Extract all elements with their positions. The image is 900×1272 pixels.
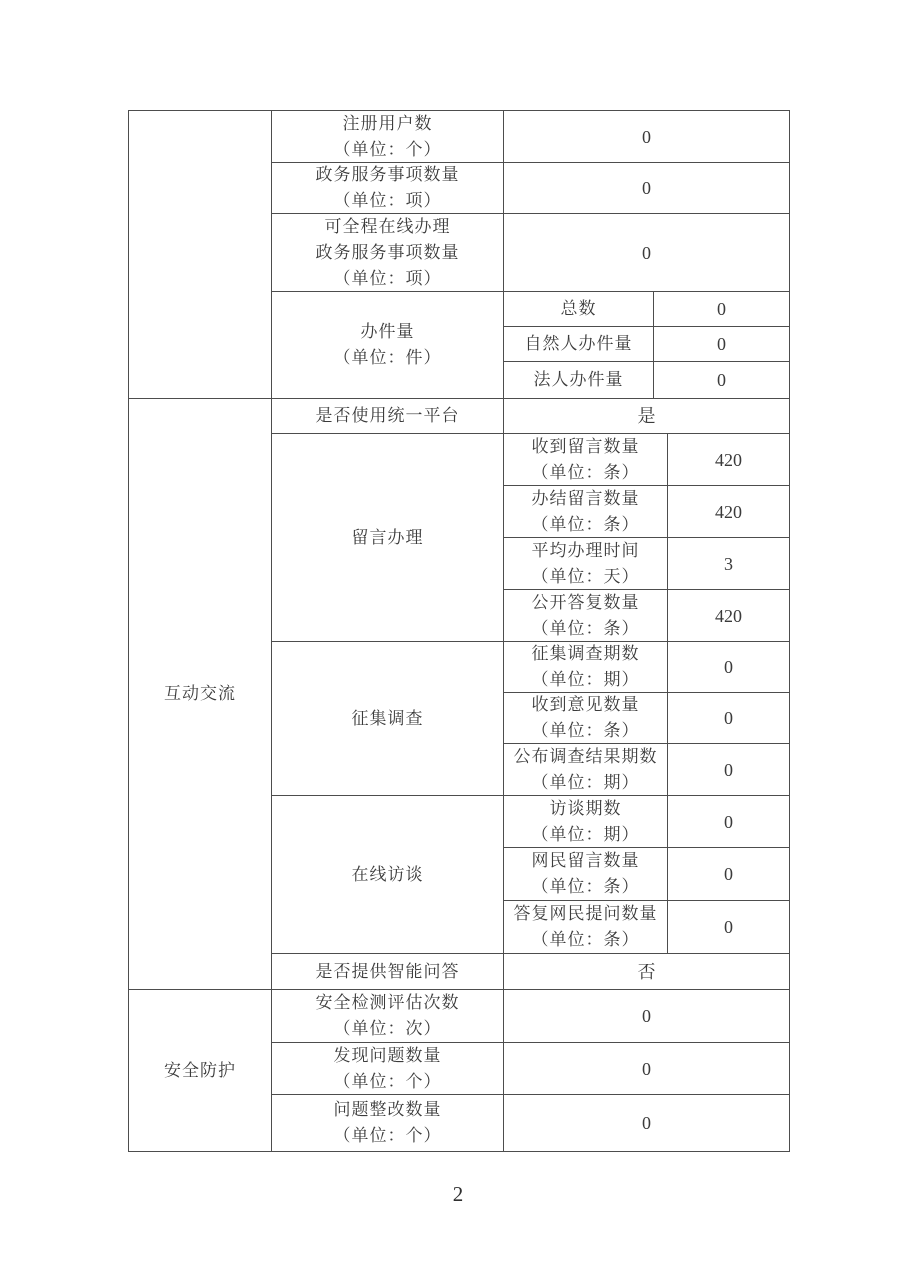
item-label: 征集调查 bbox=[351, 708, 424, 728]
sub-label: （单位：条） bbox=[531, 877, 640, 896]
table-row bbox=[272, 434, 789, 642]
value-text: 0 bbox=[724, 657, 733, 677]
table-section bbox=[129, 399, 789, 990]
value-cell bbox=[668, 538, 789, 589]
sub-rows bbox=[504, 642, 789, 795]
value-text: 0 bbox=[717, 370, 726, 390]
item-label: 是否使用统一平台 bbox=[315, 406, 460, 425]
page-number: 2 bbox=[452, 1182, 464, 1206]
table-row bbox=[272, 642, 789, 796]
sub-label: 征集调查期数 bbox=[531, 644, 640, 663]
value-cell bbox=[668, 434, 789, 485]
value-cell bbox=[668, 848, 789, 900]
value-cell bbox=[654, 362, 789, 398]
item-label: 发现问题数量 bbox=[333, 1045, 442, 1065]
sub-label-cell bbox=[504, 796, 668, 847]
sub-label: 平均办理时间 bbox=[531, 540, 640, 560]
table-row bbox=[272, 954, 789, 989]
sub-label-cell bbox=[504, 744, 668, 796]
item-label-cell bbox=[272, 399, 504, 433]
sub-label: 答复网民提问数量 bbox=[513, 904, 658, 923]
item-label: （单位：次） bbox=[333, 1019, 442, 1038]
item-label: 可全程在线办理 bbox=[324, 216, 451, 236]
sub-label: （单位：条） bbox=[531, 462, 640, 482]
value-text: 0 bbox=[642, 1006, 651, 1026]
item-label: 是否提供智能问答 bbox=[315, 961, 460, 981]
statistics-table bbox=[128, 110, 790, 1152]
sub-label-cell bbox=[504, 434, 668, 485]
item-label-cell bbox=[272, 111, 504, 162]
sub-label: 办结留言数量 bbox=[531, 488, 640, 508]
sub-label-cell bbox=[504, 848, 668, 900]
value-text: 3 bbox=[724, 553, 733, 574]
item-label: 注册用户数 bbox=[342, 113, 433, 133]
item-label: （单位：件） bbox=[333, 348, 442, 367]
value-text: 0 bbox=[717, 299, 726, 319]
table-row bbox=[272, 1043, 789, 1095]
sub-label-cell bbox=[504, 901, 668, 953]
item-label: （单位：个） bbox=[333, 1071, 442, 1091]
value-cell bbox=[504, 214, 789, 291]
value-text: 0 bbox=[724, 811, 733, 832]
table-row bbox=[272, 292, 789, 398]
sub-label-cell bbox=[504, 486, 668, 537]
item-label: 政务服务事项数量 bbox=[315, 165, 460, 184]
value-text: 420 bbox=[715, 501, 742, 522]
sub-row bbox=[504, 362, 789, 398]
sub-row bbox=[504, 590, 789, 642]
item-label-cell bbox=[272, 1095, 504, 1151]
sub-rows bbox=[504, 434, 789, 641]
table-row bbox=[272, 214, 789, 292]
sub-row bbox=[504, 848, 789, 901]
value-cell bbox=[654, 292, 789, 326]
table-row bbox=[272, 111, 789, 163]
item-label-cell bbox=[272, 1043, 504, 1094]
value-text: 否 bbox=[637, 961, 656, 982]
sub-row bbox=[504, 538, 789, 590]
sub-label-cell bbox=[504, 538, 668, 589]
value-text: 是 bbox=[637, 406, 656, 426]
sub-row bbox=[504, 642, 789, 693]
section-rows bbox=[272, 111, 789, 398]
sub-label: 公开答复数量 bbox=[531, 593, 640, 612]
value-text: 0 bbox=[642, 242, 651, 263]
sub-label: 收到留言数量 bbox=[531, 436, 640, 456]
sub-row bbox=[504, 434, 789, 486]
item-label: （单位：个） bbox=[333, 139, 442, 159]
item-label-cell bbox=[272, 214, 504, 291]
value-text: 0 bbox=[642, 126, 651, 147]
sub-label: （单位：条） bbox=[531, 514, 640, 534]
value-text: 0 bbox=[642, 1058, 651, 1079]
value-cell bbox=[668, 796, 789, 847]
sub-row bbox=[504, 693, 789, 744]
sub-label-cell bbox=[504, 362, 654, 398]
sub-label: （单位：期） bbox=[531, 824, 640, 844]
sub-label: （单位：条） bbox=[531, 721, 640, 740]
section-rows bbox=[272, 399, 789, 989]
item-label: 办件量 bbox=[360, 322, 415, 341]
value-text: 0 bbox=[724, 864, 733, 884]
sub-row bbox=[504, 796, 789, 848]
table-row bbox=[272, 990, 789, 1043]
sub-rows bbox=[504, 796, 789, 953]
table-row bbox=[272, 399, 789, 434]
value-text: 0 bbox=[717, 334, 726, 354]
value-cell bbox=[504, 990, 789, 1042]
item-label: 政务服务事项数量 bbox=[315, 242, 460, 262]
item-label-cell bbox=[272, 990, 504, 1042]
sub-label: （单位：期） bbox=[531, 670, 640, 689]
sub-row bbox=[504, 292, 789, 327]
value-cell bbox=[668, 642, 789, 692]
value-cell bbox=[668, 486, 789, 537]
value-cell bbox=[668, 744, 789, 796]
item-label-cell bbox=[272, 642, 504, 795]
item-label: （单位：个） bbox=[333, 1126, 442, 1145]
value-text: 420 bbox=[715, 449, 742, 470]
item-label: 问题整改数量 bbox=[333, 1100, 442, 1119]
value-text: 420 bbox=[715, 606, 742, 626]
item-label-cell bbox=[272, 163, 504, 213]
value-text: 0 bbox=[724, 917, 733, 937]
value-cell bbox=[668, 693, 789, 743]
sub-label: 自然人办件量 bbox=[524, 334, 633, 353]
value-cell bbox=[668, 901, 789, 953]
sub-label-cell bbox=[504, 693, 668, 743]
item-label-cell bbox=[272, 796, 504, 953]
value-cell bbox=[668, 590, 789, 642]
sub-label: （单位：条） bbox=[531, 930, 640, 949]
table-row bbox=[272, 163, 789, 214]
sub-label: （单位：条） bbox=[531, 619, 640, 638]
sub-label: 网民留言数量 bbox=[531, 851, 640, 870]
sub-label-cell bbox=[504, 292, 654, 326]
value-text: 0 bbox=[642, 178, 651, 198]
group-label: 安全防护 bbox=[164, 1060, 236, 1080]
sub-row bbox=[504, 327, 789, 362]
group-cell bbox=[129, 990, 272, 1151]
value-cell bbox=[504, 954, 789, 989]
sub-row bbox=[504, 901, 789, 953]
item-label-cell bbox=[272, 292, 504, 398]
sub-label-cell bbox=[504, 642, 668, 692]
value-cell bbox=[504, 163, 789, 213]
value-text: 0 bbox=[724, 708, 733, 728]
sub-label: 收到意见数量 bbox=[531, 695, 640, 714]
table-row bbox=[272, 796, 789, 954]
item-label: 留言办理 bbox=[351, 527, 424, 547]
sub-row bbox=[504, 486, 789, 538]
sub-label-cell bbox=[504, 327, 654, 361]
item-label: 在线访谈 bbox=[351, 864, 424, 884]
value-text: 0 bbox=[642, 1113, 651, 1133]
value-cell bbox=[504, 1043, 789, 1094]
value-cell bbox=[504, 111, 789, 162]
value-cell bbox=[504, 1095, 789, 1151]
item-label-cell bbox=[272, 954, 504, 989]
value-cell bbox=[654, 327, 789, 361]
sub-label-cell bbox=[504, 590, 668, 642]
sub-label: （单位：天） bbox=[531, 566, 640, 586]
sub-label: 公布调查结果期数 bbox=[513, 747, 658, 766]
item-label-cell bbox=[272, 434, 504, 641]
sub-rows bbox=[504, 292, 789, 398]
group-cell bbox=[129, 111, 272, 398]
value-text: 0 bbox=[724, 760, 733, 780]
sub-label: 访谈期数 bbox=[549, 798, 622, 818]
sub-label: 法人办件量 bbox=[533, 370, 624, 389]
sub-label: （单位：期） bbox=[531, 773, 640, 792]
group-label: 互动交流 bbox=[164, 684, 236, 703]
section-rows bbox=[272, 990, 789, 1151]
sub-row bbox=[504, 744, 789, 796]
table-row bbox=[272, 1095, 789, 1151]
item-label: 安全检测评估次数 bbox=[315, 993, 460, 1012]
group-cell bbox=[129, 399, 272, 989]
item-label: （单位：项） bbox=[333, 268, 442, 288]
table-section bbox=[129, 111, 789, 399]
value-cell bbox=[504, 399, 789, 433]
table-section bbox=[129, 990, 789, 1151]
sub-label: 总数 bbox=[560, 299, 597, 318]
item-label: （单位：项） bbox=[333, 191, 442, 210]
